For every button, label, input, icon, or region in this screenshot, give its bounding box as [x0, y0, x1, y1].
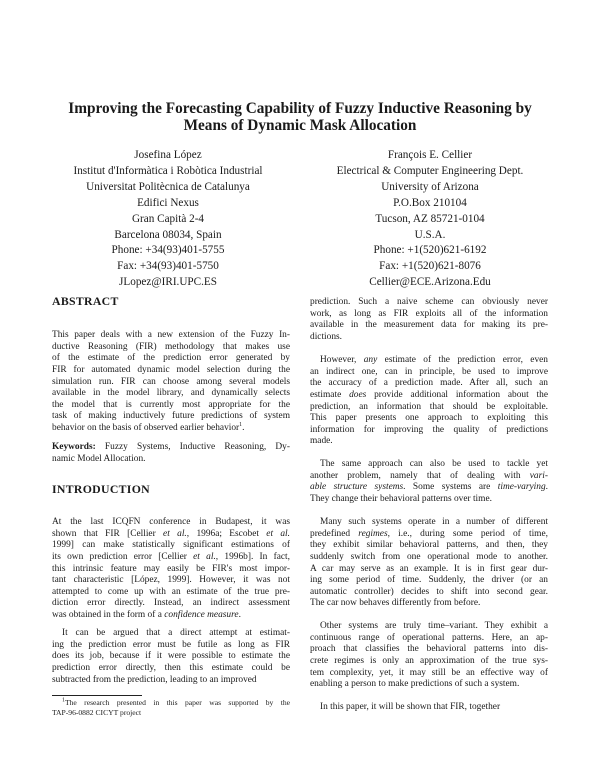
- text-segment: provide additional information about the: [366, 389, 548, 400]
- author-affiliation-line: Cellier@ECE.Arizona.Edu: [369, 276, 491, 289]
- text-segment: does: [349, 389, 367, 400]
- text-line: TAP-96-0882 CICYT project: [52, 707, 142, 717]
- text-line: Other systems are truly time–variant. They exhibit a: [320, 621, 548, 631]
- footnote: [52, 698, 290, 717]
- text-segment: predefined: [310, 528, 359, 539]
- author-affiliation-line: Edifici Nexus: [137, 196, 199, 209]
- text-segment: .: [238, 610, 241, 621]
- title-line: Means of Dynamic Mask Allocation: [183, 117, 417, 134]
- text-line: work, as long as FIR exploits all of the information: [310, 308, 548, 319]
- text-line: In this paper, it will be shown that FIR, together: [320, 702, 501, 712]
- text-line: [52, 529, 290, 541]
- text-line: crete regimes is only an approximation of the true sys-: [310, 655, 548, 666]
- text-line: continuous range of operational patterns. Here, an ap-: [310, 632, 548, 643]
- text-line: available in the measurement data for making its pre-: [310, 320, 548, 331]
- text-line: [52, 423, 290, 435]
- text-line: They change their behavioral patterns over time.: [310, 493, 492, 504]
- text-line: ing some period of time. Suddenly, the driver (or an: [310, 575, 548, 586]
- abstract-heading: ABSTRACT: [52, 294, 119, 308]
- paragraph: [310, 355, 548, 448]
- title-line: Improving the Forecasting Capability of Fuzzy Inductive Reasoning by: [68, 100, 532, 117]
- text-line: tant characteristic [López, 1999]. However, it was not: [52, 575, 290, 586]
- paragraph: [310, 621, 548, 691]
- text-segment: any: [363, 355, 378, 365]
- author-affiliation-line: JLopez@IRI.UPC.ES: [119, 276, 217, 289]
- text-line: subtracted from the prediction, leading to an improved: [52, 674, 257, 685]
- text-segment: However,: [320, 355, 364, 365]
- text-line: The car now behaves differently from before.: [310, 598, 481, 609]
- text-line: At the last ICQFN conference in Budapest, it was: [52, 517, 290, 527]
- text-line: they exhibit similar behavioral patterns, and then, they: [310, 540, 548, 551]
- author-affiliation-line: Electrical & Computer Engineering Dept.: [336, 164, 524, 177]
- text-line: simulation run. FIR can choose among several models: [52, 376, 290, 387]
- text-line: FIR for automated dynamic model selection during the: [52, 364, 290, 375]
- author-affiliation-line: Fax: +34(93)401-5750: [117, 260, 219, 273]
- text-line: proach that classifies the behavioral patterns into dis-: [310, 644, 548, 655]
- text-segment: its own prediction error [Cellier: [52, 551, 194, 562]
- text-line: prediction, an information that should be exploitable.: [310, 401, 548, 412]
- text-line: tem complexity, yet, it may still be an effective way of: [310, 667, 548, 678]
- text-line: automatic controller) decides to shift into second gear.: [310, 586, 548, 597]
- paragraph: [310, 459, 548, 506]
- footnote-marker: 1: [239, 422, 243, 428]
- right-column: [310, 297, 548, 767]
- text-segment: et al.: [193, 551, 216, 562]
- author-block-lopez: [33, 148, 303, 291]
- text-segment: et al.: [163, 528, 187, 539]
- text-line: information for improving the quality of predictions: [310, 424, 548, 435]
- text-segment: time-varying: [497, 482, 546, 493]
- paragraph: [310, 297, 548, 344]
- author-affiliation-line: Tucson, AZ 85721-0104: [375, 212, 485, 225]
- text-segment: estimate of the prediction error, even: [377, 355, 548, 365]
- text-segment: vari-: [529, 470, 548, 481]
- author-name: François E. Cellier: [387, 149, 473, 161]
- paragraph: [310, 702, 548, 714]
- text-segment: behavior on the basis of observed earlier behavior: [52, 423, 240, 434]
- text-line: [52, 552, 290, 564]
- text-line: [310, 471, 548, 483]
- text-line: dictions.: [310, 331, 343, 342]
- paragraph: [52, 442, 290, 465]
- text-line: this intrinsic feature may easily be FIR's most impor-: [52, 563, 290, 574]
- text-line: A car may serve as an example. It is in first gear dur-: [310, 563, 548, 574]
- author-affiliation-line: Barcelona 08034, Spain: [114, 228, 222, 241]
- paragraph: [310, 517, 548, 610]
- author-affiliation-line: Universitat Politècnica de Catalunya: [86, 180, 250, 193]
- text-line: made.: [310, 436, 333, 447]
- text-line: diction error directly. Instead, an indirect assessment: [52, 598, 290, 609]
- text-line: prediction error directly, then this estimate could be: [52, 662, 290, 673]
- paragraph: [52, 628, 290, 686]
- paper-title: [0, 100, 600, 134]
- author-affiliation-line: Gran Capità 2-4: [131, 212, 205, 225]
- footnote-rule: [52, 695, 142, 696]
- paragraph: [52, 517, 290, 622]
- text-segment: The research presented in this paper was supported by the: [65, 698, 290, 707]
- text-line: [310, 390, 548, 402]
- text-line: task of making inductively future predictions of system: [52, 411, 290, 422]
- text-line: This paper presents one approach to exploiting this: [310, 413, 548, 424]
- text-line: [310, 355, 548, 367]
- text-segment: another problem, namely that of dealing with: [310, 470, 530, 481]
- text-line: the accuracy of a prediction made. After all, such an: [310, 378, 548, 389]
- text-segment: , 1996b]. In fact,: [215, 551, 291, 562]
- author-affiliation-line: P.O.Box 210104: [393, 196, 467, 209]
- text-segment: . Some systems are: [403, 482, 498, 493]
- text-line: an indirect one, can in principle, be used to improve: [310, 366, 548, 377]
- author-affiliation-line: Fax: +1(520)621-8076: [379, 260, 481, 273]
- text-segment: Keywords:: [52, 442, 96, 452]
- text-line: [52, 610, 290, 622]
- text-segment: was obtained in the form of a: [52, 610, 165, 621]
- text-line: the model that is currently most appropriate for the: [52, 399, 290, 410]
- text-segment: et al.: [266, 528, 291, 539]
- author-name: Josefina López: [134, 149, 202, 161]
- text-line: The same approach can also be used to tackle yet: [320, 459, 548, 469]
- author-affiliation-line: Institut d'Informàtica i Robòtica Industrial: [73, 164, 263, 177]
- text-segment: regimes: [358, 528, 388, 539]
- text-segment: able structure systems: [310, 482, 404, 493]
- text-segment: estimate: [310, 389, 350, 400]
- text-segment: Fuzzy Systems, Inductive Reasoning, Dy-: [95, 442, 290, 452]
- author-affiliation-line: Phone: +1(520)621-6192: [373, 244, 487, 257]
- text-line: [310, 482, 548, 494]
- introduction-heading: INTRODUCTION: [52, 482, 150, 496]
- author-affiliation-line: Phone: +34(93)401-5755: [111, 244, 225, 257]
- paragraph: [52, 330, 290, 435]
- author-affiliation-line: U.S.A.: [414, 228, 446, 241]
- text-line: prediction. Such a naive scheme can obviously never: [310, 297, 548, 307]
- text-line: enabling a person to make predictions of such a system.: [310, 679, 520, 690]
- text-line: does its job, because if it were possible to estimate the: [52, 651, 290, 662]
- text-segment: confidence measure: [164, 610, 239, 621]
- text-line: Many such systems operate in a number of different: [320, 517, 548, 527]
- author-block-cellier: [295, 148, 565, 291]
- text-line: available in the model library, and dynamically selects: [52, 388, 290, 399]
- left-column: [52, 330, 290, 730]
- text-line: ing the prediction error must be futile as long as FIR: [52, 639, 290, 650]
- text-line: This paper deals with a new extension of the Fuzzy In-: [52, 330, 290, 340]
- text-line: suddenly switch from one operational mode to another.: [310, 551, 548, 562]
- text-line: of the estimate of the prediction error generated by: [52, 353, 290, 364]
- text-line: [52, 698, 290, 708]
- text-segment: .: [545, 482, 548, 493]
- text-line: 1999] can make statistically significant estimations of: [52, 540, 290, 551]
- text-segment: , 1996a; Escobet: [186, 528, 267, 539]
- text-line: [310, 529, 548, 541]
- text-line: It can be argued that a direct attempt at estimat-: [62, 628, 290, 638]
- text-segment: .: [242, 423, 245, 434]
- text-line: attempted to come up with an estimate of the true pre-: [52, 586, 290, 597]
- author-affiliation-line: University of Arizona: [381, 180, 479, 193]
- text-segment: , i.e., during some period of time,: [387, 528, 548, 539]
- footnote-marker: 1: [62, 697, 65, 704]
- text-segment: shown that FIR [Cellier: [52, 528, 164, 539]
- text-line: [52, 442, 290, 454]
- text-line: ductive Reasoning (FIR) methodology that makes use: [52, 341, 290, 352]
- text-line: namic Model Allocation.: [52, 453, 146, 464]
